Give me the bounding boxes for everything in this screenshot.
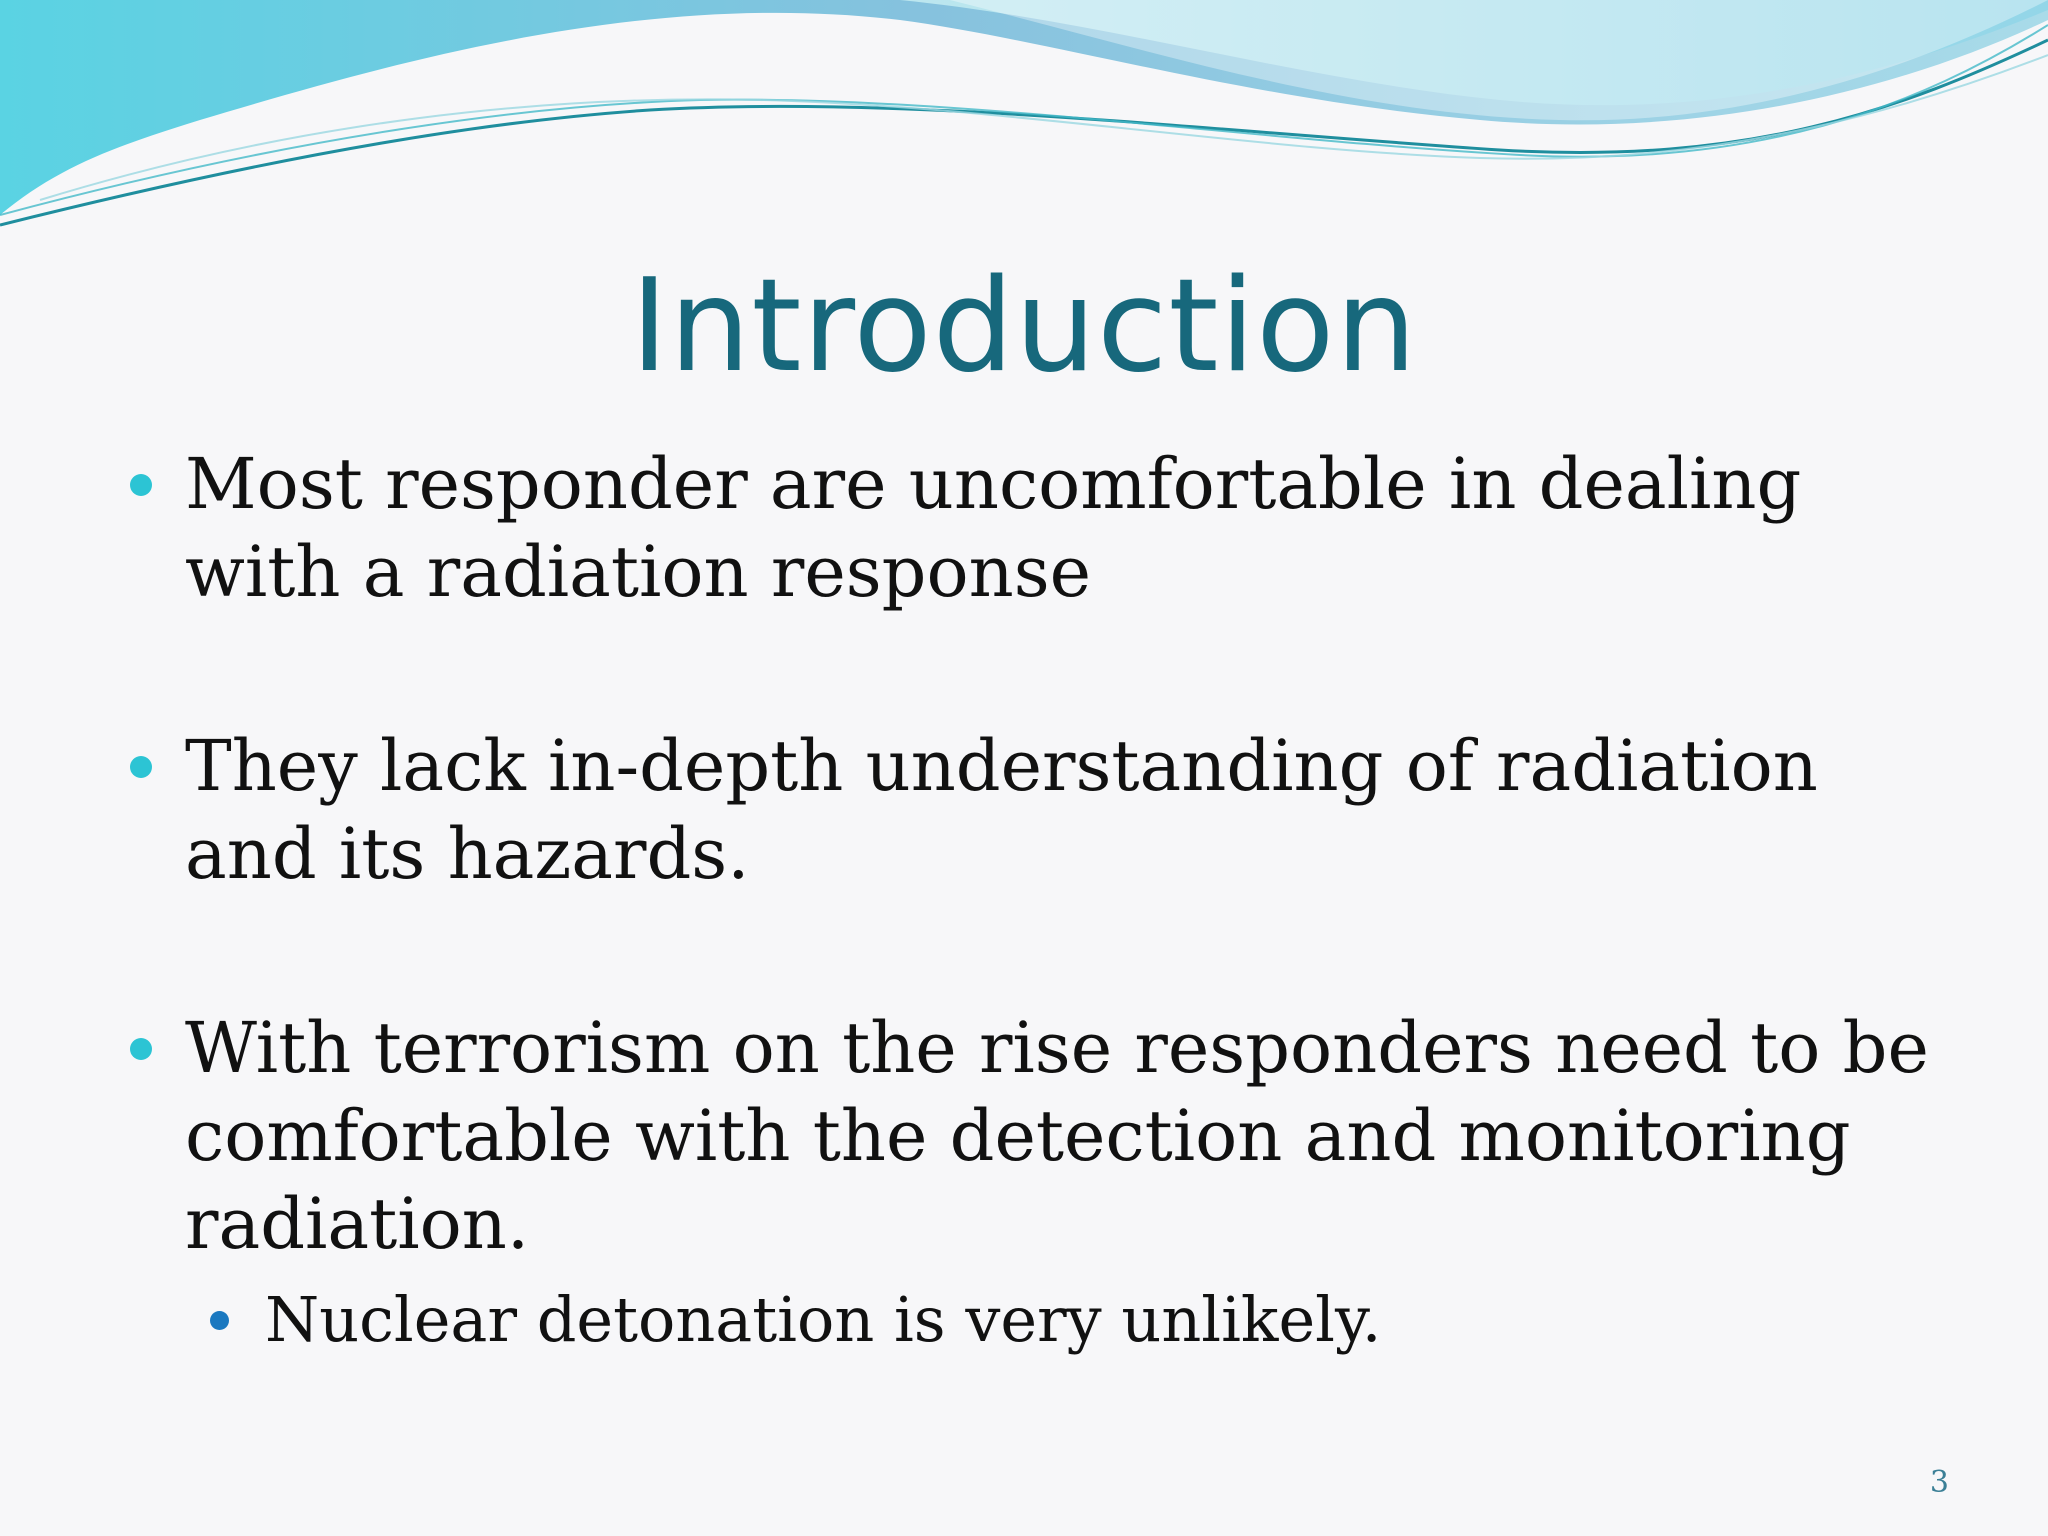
slide-title: Introduction <box>630 252 1418 401</box>
bullet-item: They lack in-depth understanding of radiation and its hazards. <box>130 722 1970 898</box>
bullet-item: Most responder are uncomfortable in dealing with a radiation response <box>130 440 1970 616</box>
header-wave-decoration <box>0 0 2048 240</box>
slide-content <box>130 440 1970 1360</box>
sub-bullet-item: Nuclear detonation is very unlikely. <box>210 1280 1970 1360</box>
page-number: 3 <box>1929 1465 1949 1500</box>
bullet-item: With terrorism on the rise responders need to be comfortable with the detection and monitoring radiation. <box>130 1004 1970 1268</box>
